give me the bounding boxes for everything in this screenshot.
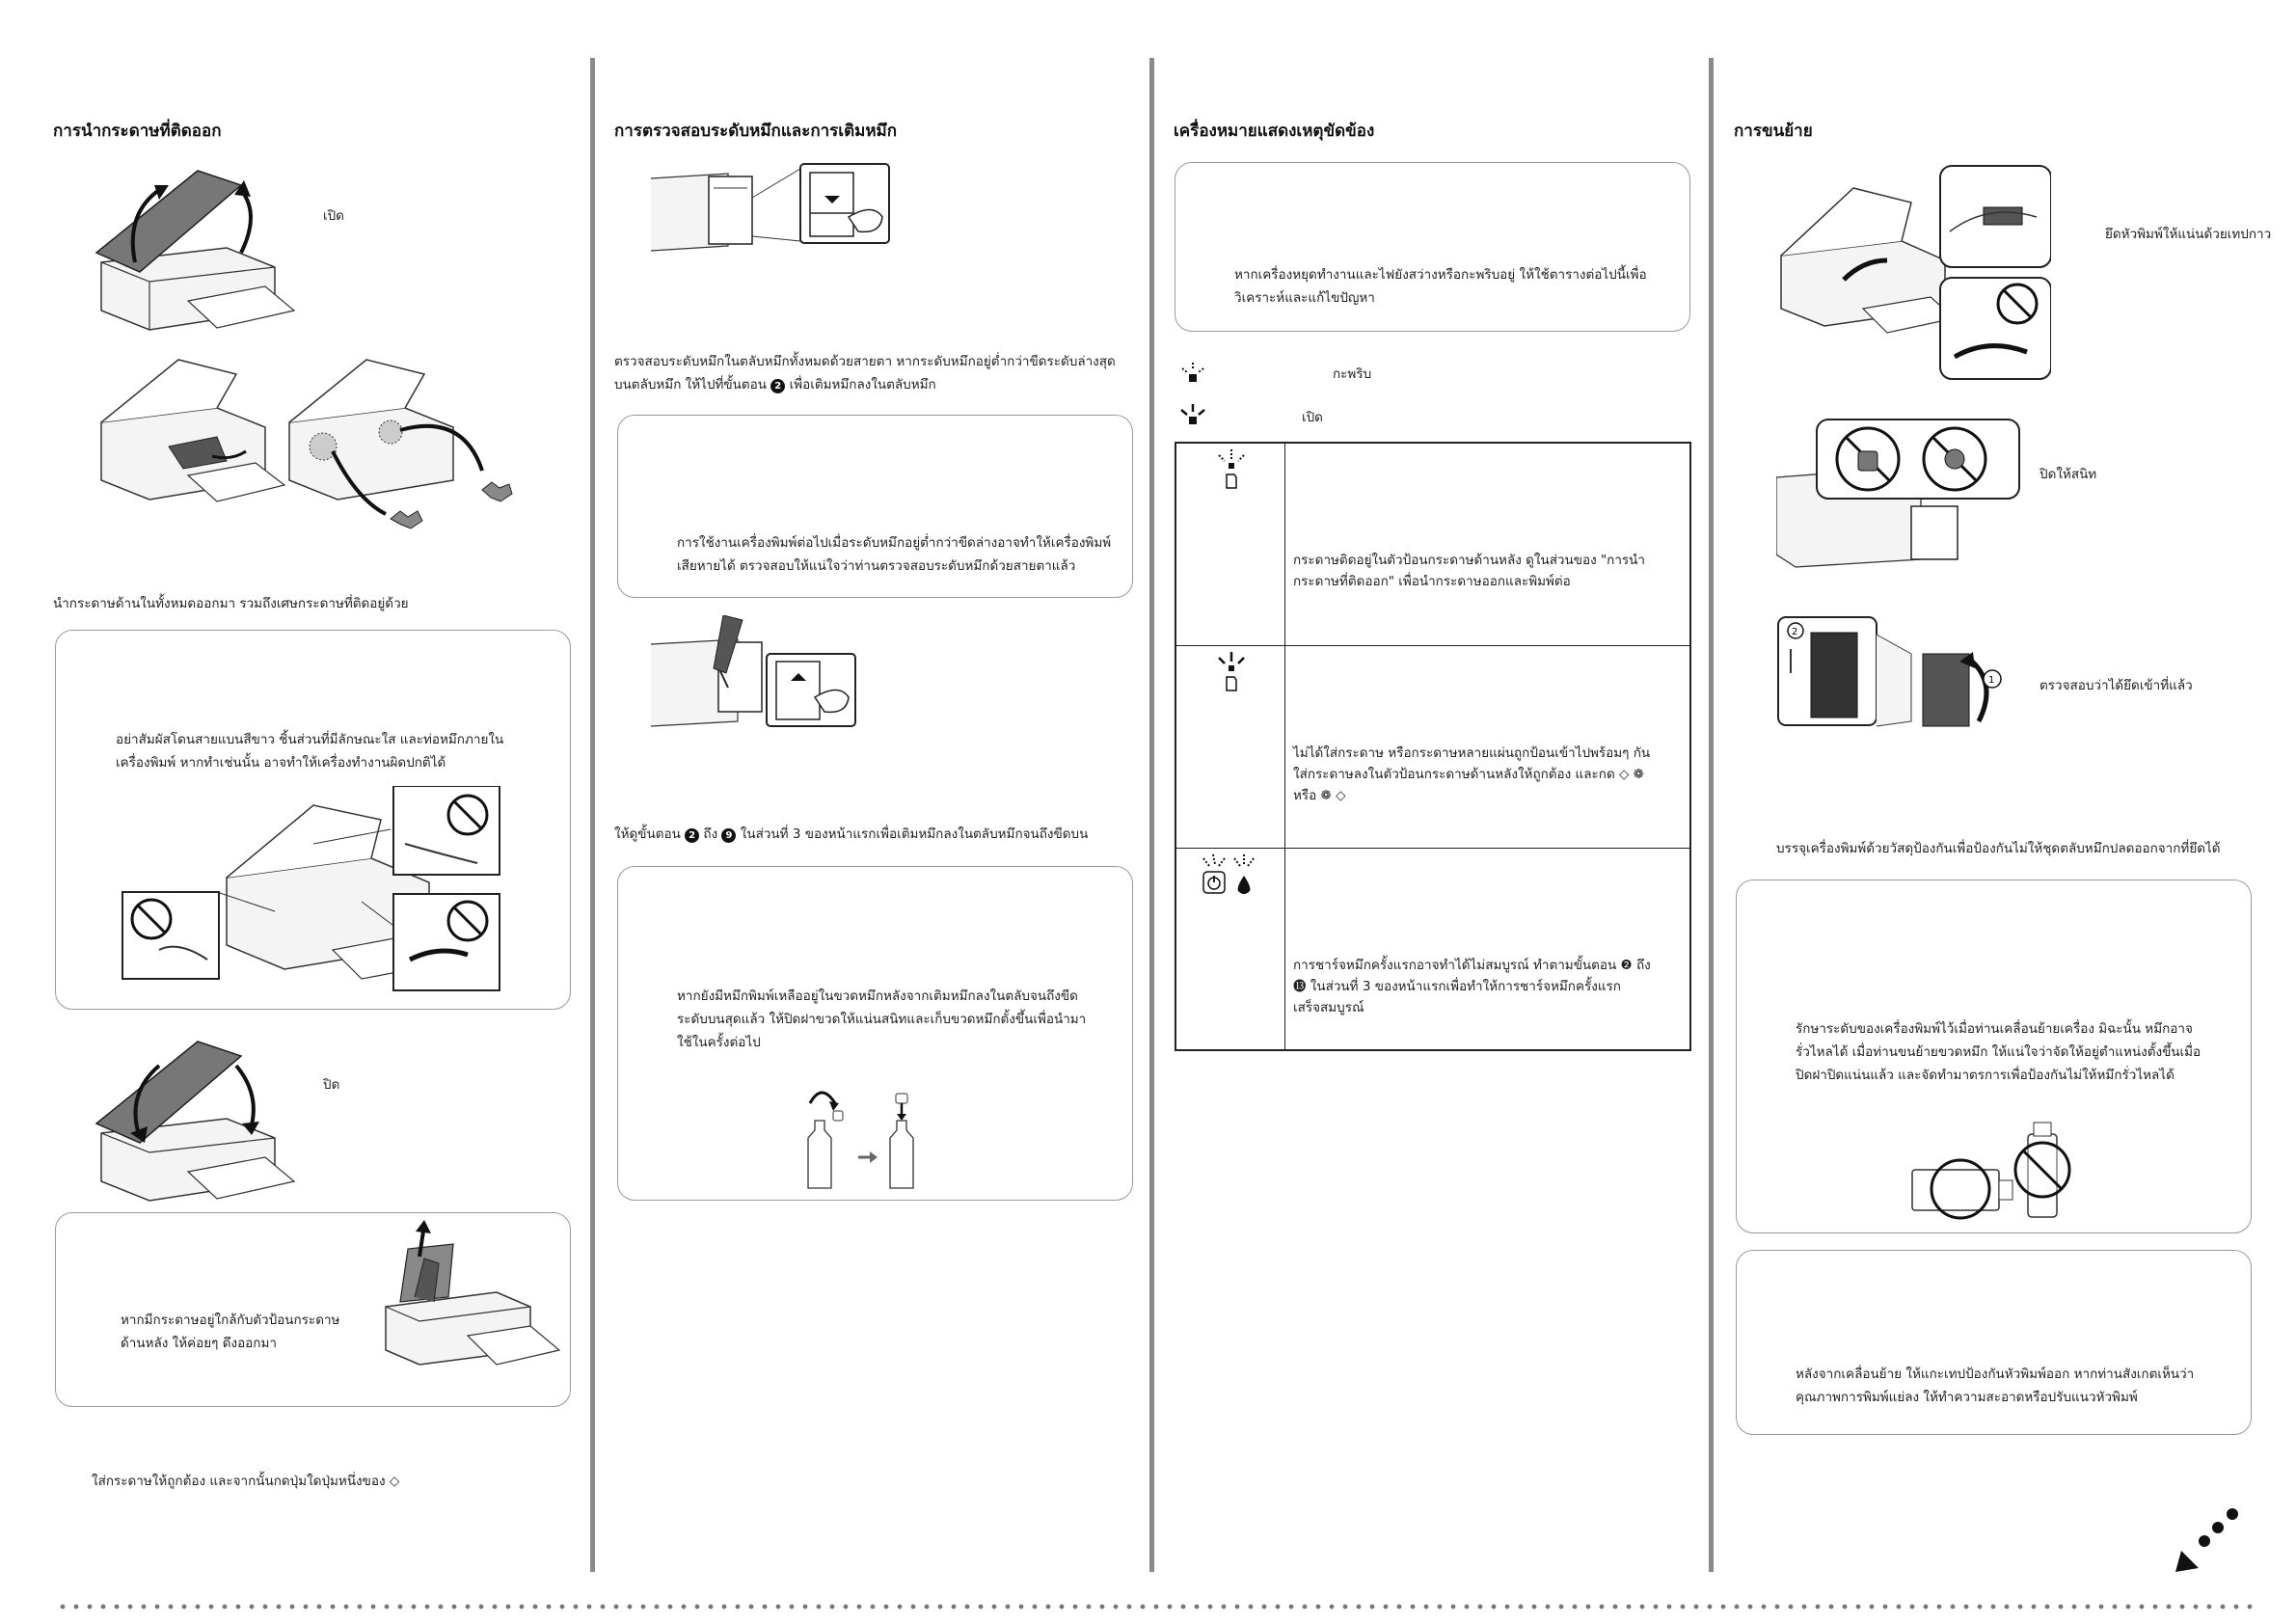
after-transport-line-2: คุณภาพการพิมพ์แย่ลง ให้ทำความสะอาดหรือปรับแนวหัวพิมพ์: [1796, 1390, 2138, 1405]
close-cap-illustration: [1776, 415, 2027, 569]
refill-steps-pre: ให้ดูขั้นตอน: [614, 826, 681, 842]
section-heading-ink-level: การตรวจสอบระดับหมึกและการเติมหมึก: [614, 122, 898, 141]
svg-text:2: 2: [1792, 627, 1798, 637]
light-on-icon: [1178, 403, 1207, 430]
check-ink-text-post: เพื่อเติมหมึกลงในตลับหมึก: [789, 377, 936, 392]
column-divider: [590, 58, 595, 1572]
step-number-badge: 2: [770, 379, 785, 393]
ink-warning-text-line-1: การใช้งานเครื่องพิมพ์ต่อไปเมื่อระดับหมึกอยู่ต่ำกว่าขีดล่างอาจทำให้เครื่องพิมพ์: [677, 535, 1112, 551]
tape-printhead-illustration: [1776, 164, 2051, 381]
continue-arrow-icon: [2170, 1504, 2242, 1577]
step-number-badge: 9: [721, 828, 736, 843]
rear-feed-illustration: [381, 1220, 564, 1394]
check-ink-text-line-2: [614, 374, 936, 395]
error-intro-line-2: วิเคราะห์และแก้ไขปัญหา: [1234, 290, 1375, 306]
bottom-dotted-line: [56, 1604, 2255, 1610]
check-secure-label: ตรวจสอบว่าได้ยึดเข้าที่แล้ว: [2039, 678, 2193, 693]
legend-flashing-label: กะพริบ: [1333, 366, 1372, 382]
section-heading-transport: การขนย้าย: [1734, 122, 1813, 141]
row-3-line-2: ⓭ ในส่วนที่ 3 ของหน้าแรกเพื่อทำให้การชาร์จหมึกครั้งแรก: [1293, 978, 1621, 994]
row-3-line-1: การชาร์จหมึกครั้งแรกอาจทำได้ไม่สมบูรณ์ ทำตามขั้นตอน ❷ ถึง: [1293, 957, 1651, 973]
keep-level-line-3: ปิดฝาปิดแน่นแล้ว และจัดทำมาตรการเพื่อป้องกันไม่ให้หมึกรั่วไหลได้: [1796, 1068, 2174, 1083]
keep-level-line-2: รั่วไหลได้ เมื่อท่านขนย้ายขวดหมึก ให้แน่ใจว่าจัดให้อยู่ตำแหน่งตั้งขึ้นเมื่อ: [1796, 1044, 2201, 1060]
description-cell: [1285, 443, 1691, 645]
refill-steps-text: [614, 824, 1088, 845]
open-label: เปิด: [323, 208, 344, 224]
row-3-line-3: เสร็จสมบูรณ์: [1293, 999, 1364, 1015]
reload-paper-text: ใส่กระดาษให้ถูกต้อง และจากนั้นกดปุ่มใดปุ่มหนึ่งของ ◇: [92, 1474, 400, 1489]
flashing-light-icon: [1178, 361, 1207, 388]
row-1-line-2: กระดาษที่ติดออก" เพื่อนำกระดาษออกและพิมพ์ต่อ: [1293, 574, 1571, 589]
column-divider: [1149, 58, 1154, 1572]
column-divider: [1709, 58, 1714, 1572]
check-ink-text-line-1: ตรวจสอบระดับหมึกในตลับหมึกทั้งหมดด้วยสายตา หากระดับหมึกอยู่ต่ำกว่าขีดระดับล่างสุด: [614, 354, 1116, 369]
printer-close-illustration: [82, 1027, 304, 1205]
close-label: ปิด: [323, 1077, 340, 1093]
bottle-note-line-1: หากยังมีหมึกพิมพ์เหลืออยู่ในขวดหมึกหลังจากเติมหมึกลงในตลับจนถึงขีด: [677, 988, 1078, 1004]
remove-paper-illustration-right: [280, 355, 521, 548]
svg-text:1: 1: [1988, 675, 1995, 686]
legend-on-label: เปิด: [1302, 410, 1323, 425]
keep-level-line-1: รักษาระดับของเครื่องพิมพ์ไว้เมื่อท่านเคลื่อนย้ายเครื่อง มิฉะนั้น หมึกอาจ: [1796, 1021, 2193, 1037]
caution-text-line-2: เครื่องพิมพ์ หากทำเช่นนั้น อาจทำให้เครื่องทำงานผิดปกติได้: [116, 755, 446, 771]
row-2-line-1: ไม่ได้ใส่กระดาษ หรือกระดาษหลายแผ่นถูกป้อนเข้าไปพร้อมๆ กัน: [1293, 744, 1651, 761]
description-cell: [1285, 645, 1691, 848]
power-ink-icon: [1176, 849, 1284, 916]
description-cell: [1285, 848, 1691, 1050]
after-transport-line-1: หลังจากเคลื่อนย้าย ให้แกะเทปป้องกันหัวพิมพ์ออก หากท่านสังเกตเห็นว่า: [1796, 1367, 2195, 1382]
error-indicator-table: [1175, 442, 1691, 1051]
error-intro-line-1: หากเครื่องหยุดทำงานและไฟยังสว่างหรือกะพริบอยู่ ให้ใช้ตารางต่อไปนี้เพื่อ: [1234, 267, 1647, 283]
tape-printhead-label: ยึดหัวพิมพ์ให้แน่นด้วยเทปกาว: [2105, 227, 2272, 242]
caution-text-line-1: อย่าสัมผัสโดนสายแบนสีขาว ชิ้นส่วนที่มีลักษณะใส และท่อหมึกภายใน: [116, 732, 504, 747]
indicator-cell: [1175, 443, 1285, 645]
refill-steps-mid: ถึง: [703, 826, 718, 842]
remove-paper-illustration-left: [92, 355, 294, 528]
printer-open-illustration: [82, 156, 304, 335]
table-row: [1175, 645, 1690, 848]
pack-printer-text: บรรจุเครื่องพิมพ์ด้วยวัสดุป้องกันเพื่อป้องกันไม่ให้ชุดตลับหมึกปลดออกจากที่ยึดได้: [1776, 841, 2221, 856]
ink-level-check-illustration: [651, 159, 892, 256]
table-row: [1175, 848, 1690, 1050]
bottle-cap-illustration: [800, 1082, 945, 1193]
ink-warning-text-line-2: เสียหายได้ ตรวจสอบให้แน่ใจว่าท่านตรวจสอบระดับหมึกด้วยสายตาแล้ว: [677, 558, 1076, 574]
do-not-touch-illustration: [121, 786, 506, 993]
bottle-note-line-2: ระดับบนสุดแล้ว ให้ปิดฝาขวดให้แน่นสนิทและเก็บขวดหมึกตั้งขึ้นเพื่อนำมา: [677, 1012, 1087, 1027]
close-tight-label: ปิดให้สนิท: [2039, 467, 2097, 482]
row-2-line-3: หรือ ❁ ◇: [1293, 787, 1346, 803]
bottle-upright-illustration: [1907, 1117, 2071, 1223]
bottle-note-line-3: ใช้ในครั้งต่อไป: [677, 1035, 761, 1050]
section-heading-paper-jam: การนำกระดาษที่ติดออก: [53, 122, 222, 141]
ink-refill-illustration: [651, 615, 858, 736]
rear-feed-text-line-2: ด้านหลัง ให้ค่อยๆ ดึงออกมา: [121, 1336, 277, 1351]
section-heading-error-indicators: เครื่องหมายแสดงเหตุขัดข้อง: [1174, 122, 1375, 141]
paper-flashing-icon: [1176, 444, 1284, 501]
secure-unit-illustration: [1776, 615, 2003, 731]
paper-on-icon: [1176, 646, 1284, 704]
indicator-cell: [1175, 645, 1285, 848]
indicator-cell: [1175, 848, 1285, 1050]
check-ink-text-pre: บนตลับหมึก ให้ไปที่ขั้นตอน: [614, 377, 767, 392]
rear-feed-text-line-1: หากมีกระดาษอยู่ใกล้กับตัวป้อนกระดาษ: [121, 1313, 340, 1328]
refill-steps-post: ในส่วนที่ 3 ของหน้าแรกเพื่อเติมหมึกลงในตลับหมึกจนถึงขีดบน: [740, 826, 1089, 842]
step-number-badge: 2: [685, 828, 699, 843]
row-2-line-2: ใส่กระดาษลงในตัวป้อนกระดาษด้านหลังให้ถูกต้อง และกด ◇ ❁: [1293, 766, 1644, 782]
remove-paper-text: นำกระดาษด้านในทั้งหมดออกมา รวมถึงเศษกระดาษที่ติดอยู่ด้วย: [53, 596, 409, 611]
row-1-line-1: กระดาษติดอยู่ในตัวป้อนกระดาษด้านหลัง ดูในส่วนของ "การนำ: [1293, 553, 1645, 568]
table-row: [1175, 443, 1690, 645]
